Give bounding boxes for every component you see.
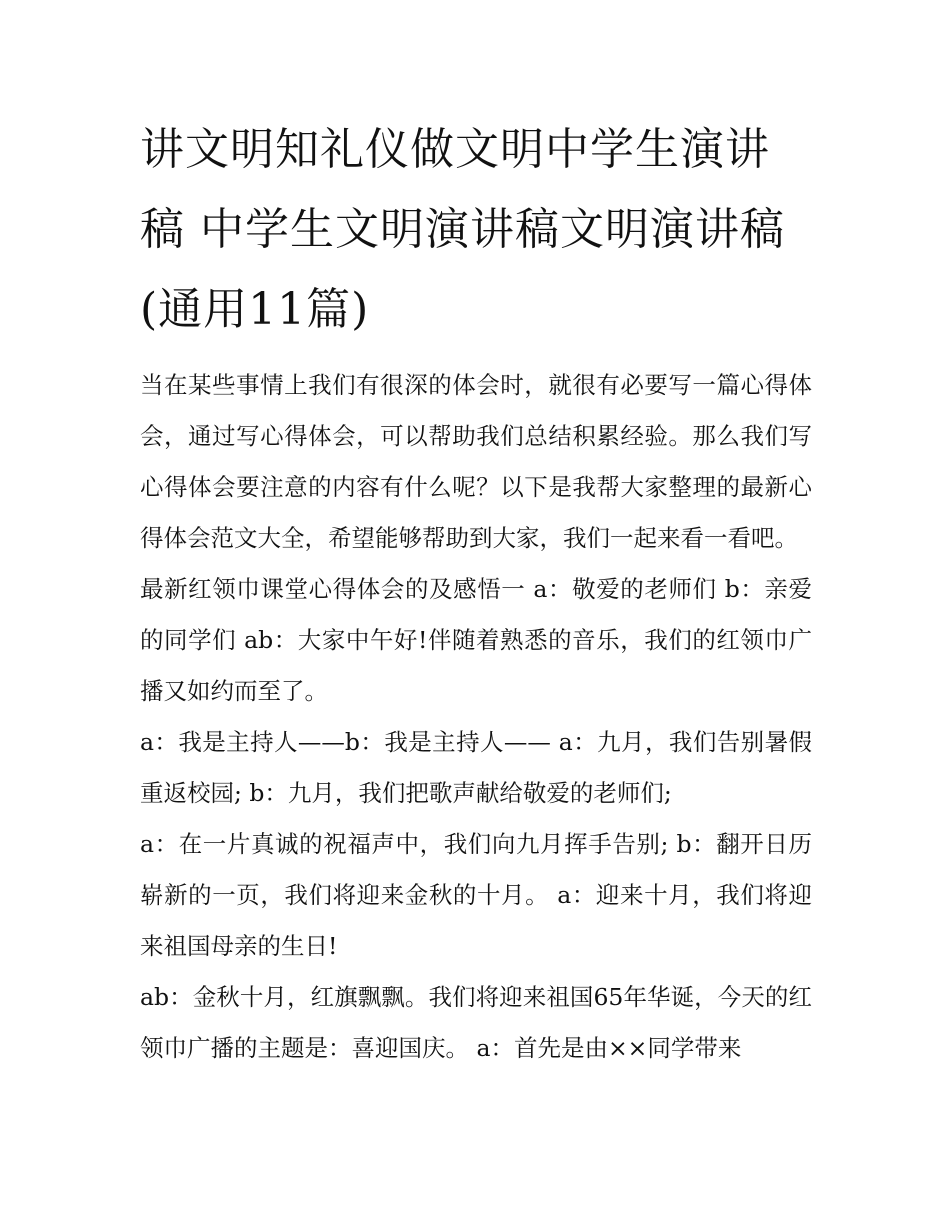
body-paragraph: a：在一片真诚的祝福声中，我们向九月挥手告别; b：翻开日历崭新的一页，我们将迎来金秋的十月。 a：迎来十月，我们将迎来祖国母亲的生日! xyxy=(140,830,812,960)
document-body xyxy=(140,110,812,1074)
body-paragraph: ab：金秋十月，红旗飘飘。我们将迎来祖国65年华诞，今天的红领巾广播的主题是：喜迎国庆。 a：首先是由××同学带来 xyxy=(140,983,812,1062)
body-paragraph: a：我是主持人——b：我是主持人—— a：九月，我们告别暑假重返校园; b：九月，我们把歌声献给敬爱的老师们; xyxy=(140,728,812,807)
document-title: 讲文明知礼仪做文明中学生演讲稿 中学生文明演讲稿文明演讲稿(通用11篇) xyxy=(140,124,785,335)
body-paragraph: 最新红领巾课堂心得体会的及感悟一 a：敬爱的老师们 b：亲爱的同学们 ab：大家中午好!伴随着熟悉的音乐，我们的红领巾广播又如约而至了。 xyxy=(140,575,812,705)
intro-paragraph: 当在某些事情上我们有很深的体会时，就很有必要写一篇心得体会，通过写心得体会，可以帮助我们总结积累经验。那么我们写心得体会要注意的内容有什么呢？以下是我帮大家整理的最新心得体会范文大全，希望能够帮助到大家，我们一起来看一看吧。 xyxy=(140,371,812,552)
